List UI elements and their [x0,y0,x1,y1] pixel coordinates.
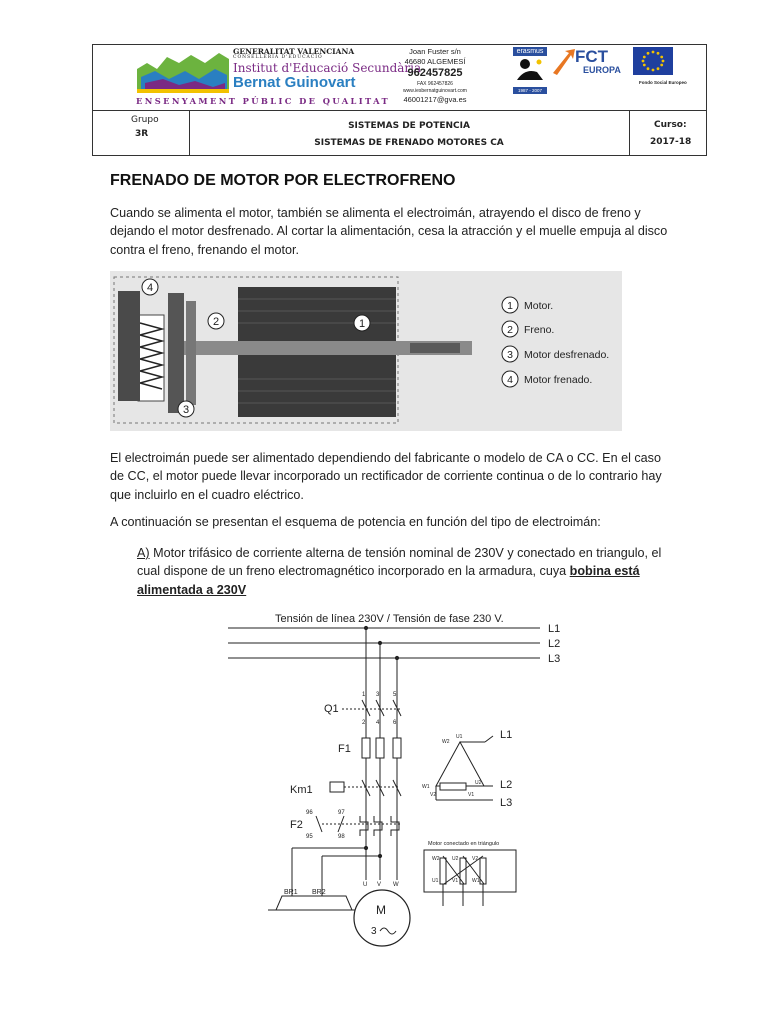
legend-label-1: Motor. [524,300,554,312]
page-title: FRENADO DE MOTOR POR ELECTROFRENO [110,172,456,189]
callout-2: 2 [212,316,220,328]
org-line1: GENERALITAT VALENCIANA [233,47,355,56]
callout-4: 4 [146,282,154,294]
label-BR1: BR1 [284,889,298,896]
box-U2: U2 [452,856,459,862]
box-V2: V2 [472,856,479,862]
delta-W1: W1 [422,784,430,790]
motor-m: M [376,903,386,917]
group-value: 3R [135,129,149,139]
address-line: Joan Fuster s/n [409,47,461,56]
delta-L3: L3 [500,797,513,809]
eu-stars-icon [633,47,673,75]
fct-sub: EUROPA [583,65,621,75]
terminal-96: 96 [306,810,313,816]
legend-num-4: 4 [507,374,513,386]
line-label-L1: L1 [548,623,561,635]
motor-symbol [354,890,410,946]
delta-L1: L1 [500,729,513,741]
school-logo [135,49,231,95]
header-logos-row [93,45,706,111]
motor-3: 3 [371,926,377,937]
erasmus-logo [513,47,547,91]
delta-V1: V1 [468,792,475,798]
fct-logo [551,47,627,77]
item-a-prefix: A) [137,546,150,560]
line-label-L2: L2 [548,638,561,650]
school-line1: Institut d'Educació Secundària [233,61,422,75]
label-BR2: BR2 [312,889,326,896]
box-W1: W1 [472,878,480,884]
brake-motor-drawing [110,271,622,431]
legend-label-3: Motor desfrenado. [524,349,610,361]
legend-num-3: 3 [507,349,513,361]
erasmus-figure-icon [513,56,547,82]
terminal-95: 95 [306,834,313,840]
group-label: Grupo [131,115,159,125]
fse-label: Fondo Social Europeo [639,80,687,85]
address-line: 46680 ALGEMESÍ [404,57,466,66]
group-cell [93,111,190,155]
label-Q1: Q1 [324,703,339,715]
erasmus-label: erasmus [513,47,547,56]
course-value: 2017-18 [650,137,692,147]
legend-label-2: Freno. [524,324,555,336]
delta-W2: W2 [442,739,450,745]
box-title: Motor conectado en triángulo [428,841,500,847]
document-header [92,44,707,156]
terminal-2: 2 [362,720,366,726]
line-label-L3: L3 [548,653,561,665]
subject-line1: SISTEMAS DE POTENCIA [348,121,470,131]
course-cell [630,111,706,155]
terminal-V: V [377,882,382,888]
schematic-title: Tensión de línea 230V / Tensión de fase 230 V. [275,613,504,625]
callout-3: 3 [182,404,190,416]
box-W2: W2 [432,856,440,862]
course-label: Curso: [654,120,687,130]
paragraph-intro: Cuando se alimenta el motor, también se alimenta el electroimán, atrayendo el disco de freno y dejando el motor desfrenado. Al cortar la alimentación, cesa la atracción y el muelle empuja al disco contra el freno, frenando el motor. [110,206,668,257]
terminal-5: 5 [393,692,397,698]
label-Km1: Km1 [290,784,313,796]
delta-L2: L2 [500,779,513,791]
paragraph-power-supply: El electroimán puede ser alimentado dependiendo del fabricante o modelo de CA o CC. En el caso de CC, el motor puede llevar incorporado un rectificador de corriente continua o de lo contrario hay que incluirlo en el cuadro eléctrico. [110,451,662,502]
subject-cell [189,111,630,155]
label-F1: F1 [338,743,351,755]
callout-1: 1 [358,318,366,330]
eu-flag [633,47,687,87]
label-F2: F2 [290,819,303,831]
terminal-W: W [393,882,399,888]
legend-num-1: 1 [507,300,513,312]
brake-motor-figure [110,271,622,431]
item-a [137,544,677,599]
school-tagline: ENSENYAMENT PÚBLIC DE QUALITAT [136,96,391,106]
erasmus-years: 1987 - 2007 [513,87,547,94]
website: www.iesbernatguinovart.com [403,88,467,94]
terminal-3: 3 [376,692,380,698]
phone: 962457825 [407,67,463,79]
subject-line2: SISTEMAS DE FRENADO MOTORES CA [314,138,504,148]
header-info-row [93,111,706,155]
box-U1: U1 [432,878,439,884]
box-V1: V1 [452,878,459,884]
terminal-U: U [363,882,368,888]
email: 46001217@gva.es [403,95,467,104]
legend-num-2: 2 [507,324,513,336]
fax: FAX 962457826 [417,81,453,87]
terminal-6: 6 [393,720,397,726]
org-line2: CONSELLERIA D'EDUCACIÓ [233,55,323,60]
delta-U2: U2 [475,780,482,786]
power-schematic [0,600,768,1000]
legend-label-4: Motor frenado. [524,374,593,386]
fct-label: FCT [575,47,609,66]
paragraph-schemes-intro: A continuación se presentan el esquema de potencia en función del tipo de electroimán: [110,515,601,529]
terminal-1: 1 [362,692,366,698]
terminal-4: 4 [376,720,380,726]
school-line2: Bernat Guinovart [233,74,356,91]
delta-V2: V2 [430,792,437,798]
delta-U1: U1 [456,734,463,740]
item-a-text: Motor trifásico de corriente alterna de tensión nominal de 230V y conectado en triangulo, el cual dispone de un freno electromagnético incorporado en la armadura, cuya [137,546,662,579]
item-a-bold: bobina está alimentada a 230V [137,564,640,597]
terminal-97: 97 [338,810,345,816]
terminal-98: 98 [338,834,345,840]
